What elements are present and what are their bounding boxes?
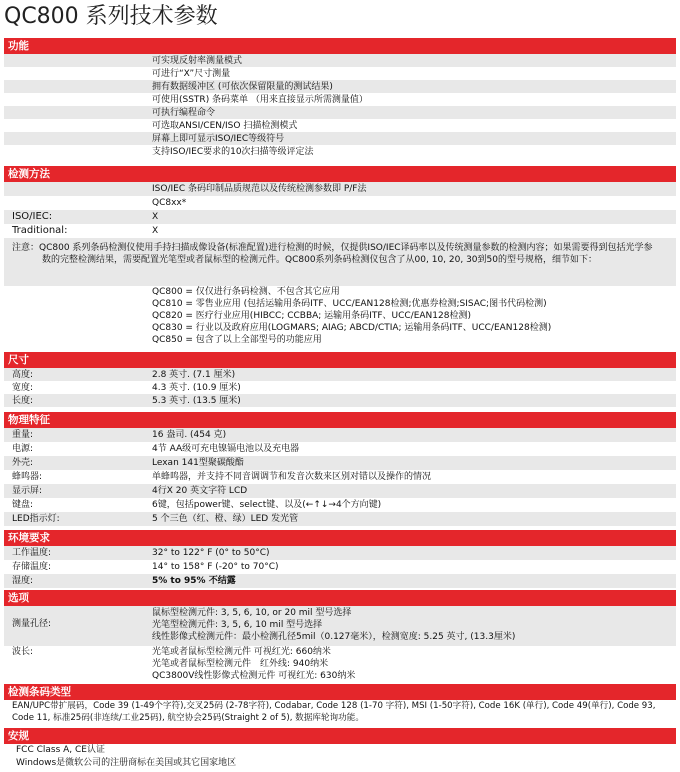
feature-row: 可使用(SSTR) 条码菜单 （用来直接显示所需测量值） bbox=[4, 93, 676, 106]
method-note: 注意：QC800 系列条码检测仪使用手持扫描成像设备(标准配置)进行检测的时候，仅提供ISO/IEC译码率以及传统测量参数的检测内容；如果需要得到包括光学参 数的完整检测结果，需要配置光笔型或者鼠标型的检测元件。QC800系列条码检测仪包含了从00, 10, 20, 30到50的型号规格，细节如下： bbox=[4, 238, 676, 286]
dimension-row: 高度: 2.8 英寸. (7.1 厘米) bbox=[4, 368, 676, 381]
section-header-methods: 检测方法 bbox=[4, 166, 676, 182]
section-header-environment: 环境要求 bbox=[4, 530, 676, 546]
section-header-physical: 物理特征 bbox=[4, 412, 676, 428]
feature-row: 可执行编程命令 bbox=[4, 106, 676, 119]
physical-row: 重量: 16 盎司. (454 克) bbox=[4, 428, 676, 442]
feature-row: 可实现反射率测量模式 bbox=[4, 54, 676, 67]
physical-row: 键盘: 6键，包括power键、select键、以及(←↑↓→4个方向键) bbox=[4, 498, 676, 512]
feature-row: 可进行“X”尺寸测量 bbox=[4, 67, 676, 80]
feature-row: 支持ISO/IEC要求的10次扫描等级评定法 bbox=[4, 145, 676, 158]
dimension-row: 宽度: 4.3 英寸. (10.9 厘米) bbox=[4, 381, 676, 394]
model-list: QC800 = 仅仅进行条码检测、不包含其它应用 QC810 = 零售业应用 (包括运输用条码ITF、UCC/EAN128检测;优惠券检测;SISAC;图书代码检测) QC820 = 医疗行业应用(HIBCC; CCBBA; 运输用条码ITF、UCC/EAN128检测) QC830 = 行业以及政府应用(LOGMARS; AIAG; ABCD/CTIA; 运输用条码ITF、UCC/EAN128检测) QC850 = 包含了以上全部型号的功能应用 bbox=[4, 286, 676, 352]
page-title: QC800 系列技术参数 bbox=[4, 4, 218, 29]
dimension-row: 长度: 5.3 英寸. (13.5 厘米) bbox=[4, 394, 676, 407]
aperture-row: 测量孔径: 鼠标型检测元件: 3, 5, 6, 10, or 20 mil 型号选择 光笔型检测元件: 3, 5, 6, 10 mil 型号选择 线性影像式检测元件：最小检测孔径5mil（0.127毫米），检测宽度: 5.25 英寸, (13.3厘米) bbox=[4, 606, 676, 646]
method-row: QC8xx* bbox=[4, 196, 676, 210]
physical-row: 电源: 4节 AA级可充电镍镉电池以及充电器 bbox=[4, 442, 676, 456]
method-iso-row: ISO/IEC: X bbox=[4, 210, 676, 224]
feature-row: 可选取ANSI/CEN/ISO 扫描检测模式 bbox=[4, 119, 676, 132]
environment-row: 湿度: 5% to 95% 不结露 bbox=[4, 574, 676, 588]
barcode-types: EAN/UPC带扩展码，Code 39 (1-49个字符),交叉25码 (2-78字符), Codabar, Code 128 (1-70 字符), MSI (1-50字符), Code 16K (单行), Code 49(单行), Code 93, Code 11, 标准25码(非连续/工业25码), 航空协会25码(Straight 2 of 5), 数据库轮询功能。 bbox=[4, 700, 676, 724]
section-header-options: 选项 bbox=[4, 590, 676, 606]
section-header-dimensions: 尺寸 bbox=[4, 352, 676, 368]
section-header-features: 功能 bbox=[4, 38, 676, 54]
method-traditional-row: Traditional: X bbox=[4, 224, 676, 238]
physical-row: 外壳: Lexan 141型聚碳酸酯 bbox=[4, 456, 676, 470]
section-header-barcodes: 检测条码类型 bbox=[4, 684, 676, 700]
physical-row: LED指示灯: 5 个三色（红、橙、绿）LED 发光管 bbox=[4, 512, 676, 526]
environment-row: 工作温度: 32° to 122° F (0° to 50°C) bbox=[4, 546, 676, 560]
environment-row: 存储温度: 14° to 158° F (-20° to 70°C) bbox=[4, 560, 676, 574]
section-header-safety: 安规 bbox=[4, 728, 676, 744]
feature-row: 拥有数据缓冲区 (可依次保留限量的测试结果) bbox=[4, 80, 676, 93]
method-row: ISO/IEC 条码印制品质规范以及传统检测参数即 P/F法 bbox=[4, 182, 676, 196]
physical-row: 显示屏: 4行X 20 英文字符 LCD bbox=[4, 484, 676, 498]
safety-info: FCC Class A, CE认证 Windows是微软公司的注册商标在美国或其它国家地区 bbox=[4, 744, 676, 770]
wavelength-row: 波长: 光笔或者鼠标型检测元件 可视红光: 660纳米 光笔或者鼠标型检测元件 红外线: 940纳米 QC3800V线性影像式检测元件 可视红光: 630纳米 bbox=[4, 646, 676, 684]
physical-row: 蜂鸣器: 单蜂鸣器，并支持不同音调调节和发音次数来区别对错以及操作的情况 bbox=[4, 470, 676, 484]
feature-row: 屏幕上即可显示ISO/IEC等级符号 bbox=[4, 132, 676, 145]
